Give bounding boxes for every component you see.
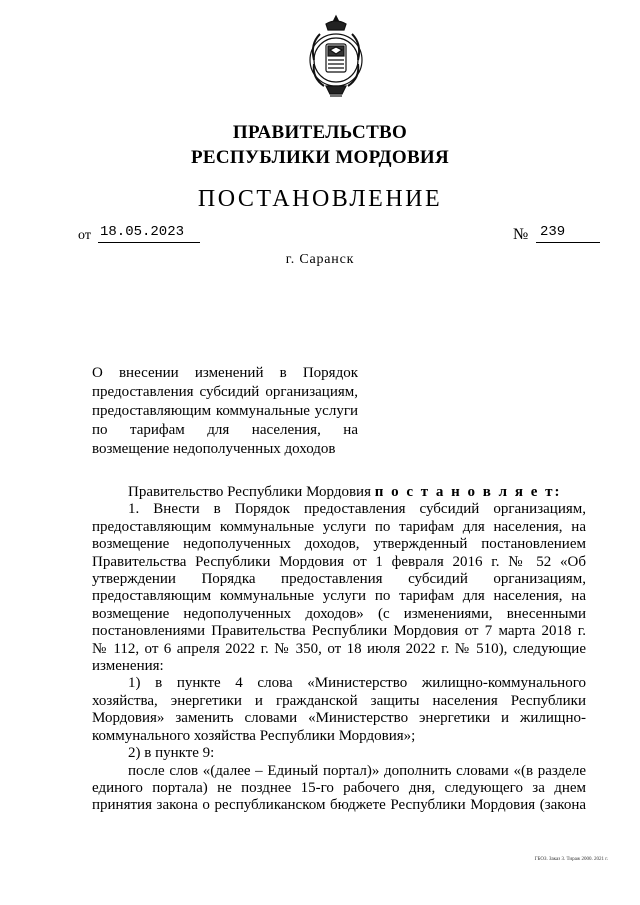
body-line: единого портала) не позднее 15-го рабочего дня, следующего за днем: [92, 779, 586, 796]
body-line: постановлениями Правительства Республики Мордовия от 7 марта 2018 г.: [92, 623, 586, 640]
intro-prefix: Правительство Республики Мордовия: [128, 484, 375, 500]
body-line: предоставляющим коммунальные услуги по тарифам для населения, на: [92, 518, 586, 535]
title-line: предоставляющим коммунальные услуги: [92, 403, 358, 419]
decree-date: 18.05.2023: [98, 224, 200, 243]
body-line: 2) в пункте 9:: [128, 745, 215, 762]
body-line: после слов «(далее – Единый портал)» дополнить словами «(в разделе: [128, 762, 586, 779]
document-type: ПОСТАНОВЛЕНИЕ: [197, 186, 443, 212]
body-line: № 112, от 6 апреля 2022 г. № 350, от 18 июля 2022 г. № 510), следующие: [92, 640, 586, 657]
body-line: коммунального хозяйства Республики Мордовия»;: [92, 727, 416, 744]
body-line: 1. Внести в Порядок предоставления субсидий организациям,: [128, 501, 586, 518]
body-line: Правительства Республики Мордовия от 1 февраля 2016 г. № 52 «Об: [92, 553, 586, 570]
body-line: изменения:: [92, 658, 164, 675]
number-prefix: №: [513, 226, 529, 243]
intro-line: [92, 484, 586, 501]
title-line: О внесении изменений в Порядок: [92, 365, 358, 381]
title-line: по тарифам для населения, на: [92, 422, 358, 438]
date-prefix: от: [78, 228, 91, 243]
decree-body: [92, 484, 586, 815]
government-name-line1: ПРАВИТЕЛЬСТВО: [232, 122, 408, 143]
body-line: возмещение недополученных доходов» (с изменениями, внесенными: [92, 605, 586, 622]
body-line: утверждении Порядка предоставления субсидий организациям,: [92, 571, 586, 588]
title-line: предоставления субсидий организациям,: [92, 384, 358, 400]
city: г. Саранск: [285, 252, 355, 267]
body-line: предоставляющим коммунальные услуги по тарифам для населения, на: [92, 588, 586, 605]
government-name-line2: РЕСПУБЛИКИ МОРДОВИЯ: [190, 147, 450, 168]
coat-of-arms-icon: [304, 14, 368, 104]
title-line: возмещение недополученных доходов: [92, 441, 336, 457]
body-line: возмещение недополученных доходов, утвержденный постановлением: [92, 536, 586, 553]
body-line: 1) в пункте 4 слова «Министерство жилищно-коммунального: [128, 675, 586, 692]
body-line: принятия закона о республиканском бюджете Республики Мордовия (закона: [92, 797, 586, 814]
decree-number: 239: [536, 224, 600, 243]
decree-title: [92, 364, 358, 459]
body-line: хозяйства, энергетики и гражданской защиты населения Республики: [92, 692, 586, 709]
print-info: ГБОЗ. Заказ 3. Тираж 2000. 2021 г.: [534, 857, 608, 862]
body-line: Мордовия» заменить словами «Министерство энергетики и жилищно-: [92, 710, 586, 727]
intro-decrees: п о с т а н о в л я е т:: [374, 484, 562, 500]
